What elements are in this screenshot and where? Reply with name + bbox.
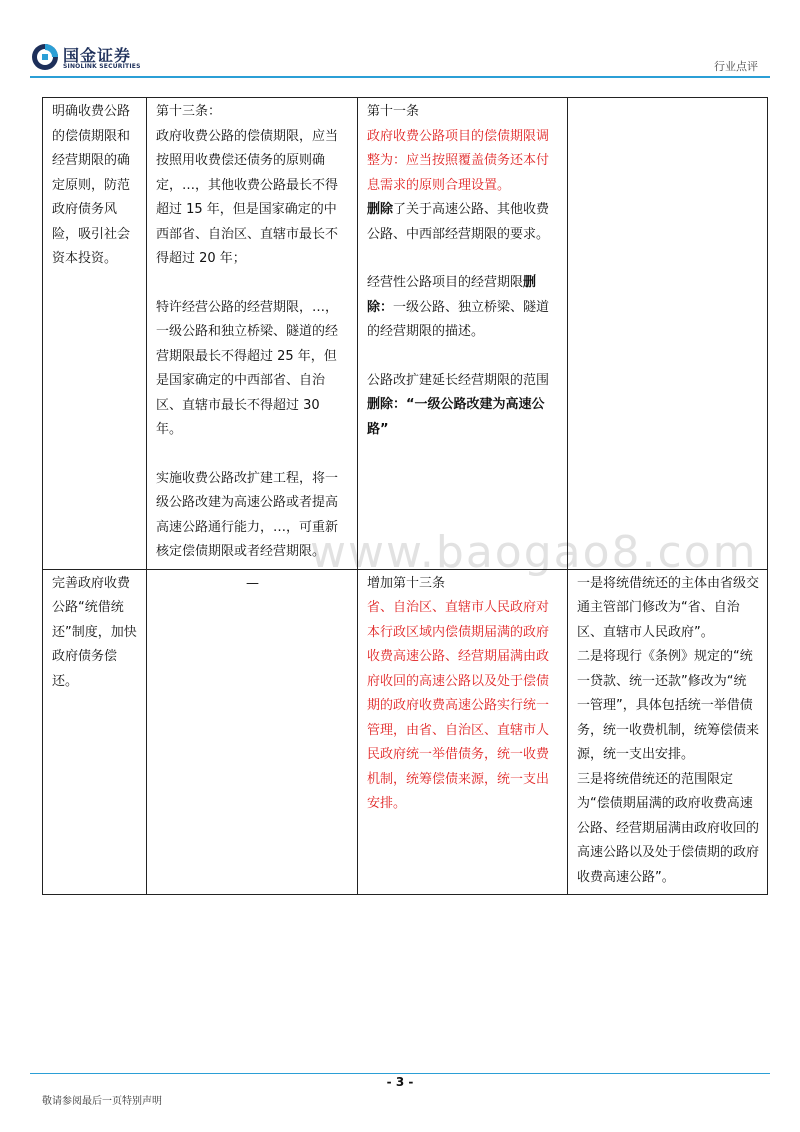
logo-text-cn: 国金证券	[63, 46, 132, 65]
footer-divider	[30, 1073, 770, 1074]
old-clause-text: 特许经营公路的经营期限，…，一级公路和独立桥梁、隧道的经营期限最长不得超过 25 年，但是国家确定的中西部省、自治区、直辖市最长不得超过 30 年。	[156, 299, 339, 437]
purpose-cell	[43, 98, 147, 570]
analysis-cell	[568, 98, 768, 570]
report-category: 行业点评	[714, 60, 758, 73]
disclaimer-note: 敬请参阅最后一页特别声明	[42, 1096, 162, 1107]
purpose-text: 完善政府收费公路“统借统还”制度，加快政府债务偿还。	[52, 575, 137, 689]
header-divider	[30, 76, 770, 78]
page-header	[0, 0, 800, 80]
purpose-cell	[43, 569, 147, 895]
empty-dash: —	[246, 575, 259, 591]
analysis-cell	[568, 569, 768, 895]
old-clause-cell	[147, 98, 358, 570]
new-clause-highlight: 政府收费公路项目的偿债期限调整为：应当按照覆盖债务还本付息需求的原则合理设置。	[367, 128, 550, 193]
old-clause-text: 实施收费公路改扩建工程，将一级公路改建为高速公路或者提高高速公路通行能力，…，可重新核定偿债期限或者经营期限。	[156, 470, 339, 559]
new-clause-text: 删除了关于高速公路、其他收费公路、中西部经营期限的要求。	[367, 202, 550, 242]
page-number: - 3 -	[386, 1075, 414, 1089]
new-clause-title: 增加第十三条	[367, 575, 446, 591]
new-clause-text: 公路改扩建延长经营期限的范围删除：“一级公路改建为高速公路”	[367, 372, 550, 437]
purpose-text: 明确收费公路的偿债期限和经营期限的确定原则，防范政府债务风险，吸引社会资本投资。	[52, 104, 131, 266]
sinolink-logo-icon	[30, 42, 60, 72]
new-clause-title: 第十一条	[367, 104, 420, 119]
analysis-text: 三是将统借统还的范围限定为“偿债期届满的政府收费高速公路、经营期届满由政府收回的高速公路以及处于偿债期的政府收费高速公路”。	[577, 771, 760, 885]
regulation-comparison-table	[42, 97, 768, 895]
analysis-text: 一是将统借统还的主体由省级交通主管部门修改为“省、自治区、直辖市人民政府”。	[577, 575, 760, 640]
watermark: www.baogao8.com	[310, 527, 758, 578]
table-row	[43, 569, 768, 895]
table-row	[43, 98, 768, 570]
company-logo	[30, 42, 160, 78]
old-clause-cell	[147, 569, 358, 895]
old-clause-title: 第十三条：	[156, 104, 222, 119]
new-clause-text: 经营性公路项目的经营期限删除：一级公路、独立桥梁、隧道的经营期限的描述。	[367, 275, 550, 339]
logo-text-en: SINOLINK SECURITIES	[63, 63, 141, 70]
new-clause-cell	[358, 569, 568, 895]
analysis-text: 二是将现行《条例》规定的“统一贷款、统一还款”修改为“统一管理”，具体包括统一举借债务，统一收费机制，统筹偿债来源，统一支出安排。	[577, 649, 760, 762]
new-clause-cell	[358, 98, 568, 570]
new-clause-highlight: 省、自治区、直辖市人民政府对本行政区域内偿债期届满的政府收费高速公路、经营期届满由政府收回的高速公路以及处于偿债期的政府收费高速公路实行统一管理，由省、自治区、直辖市人民政府统一举借债务，统一收费机制，统筹偿债来源，统一支出安排。	[367, 600, 550, 811]
old-clause-text: 政府收费公路的偿债期限，应当按照用收费偿还债务的原则确定，…，其他收费公路最长不得超过 15 年，但是国家确定的中西部省、自治区、直辖市最长不得超过 20 年；	[156, 128, 339, 266]
